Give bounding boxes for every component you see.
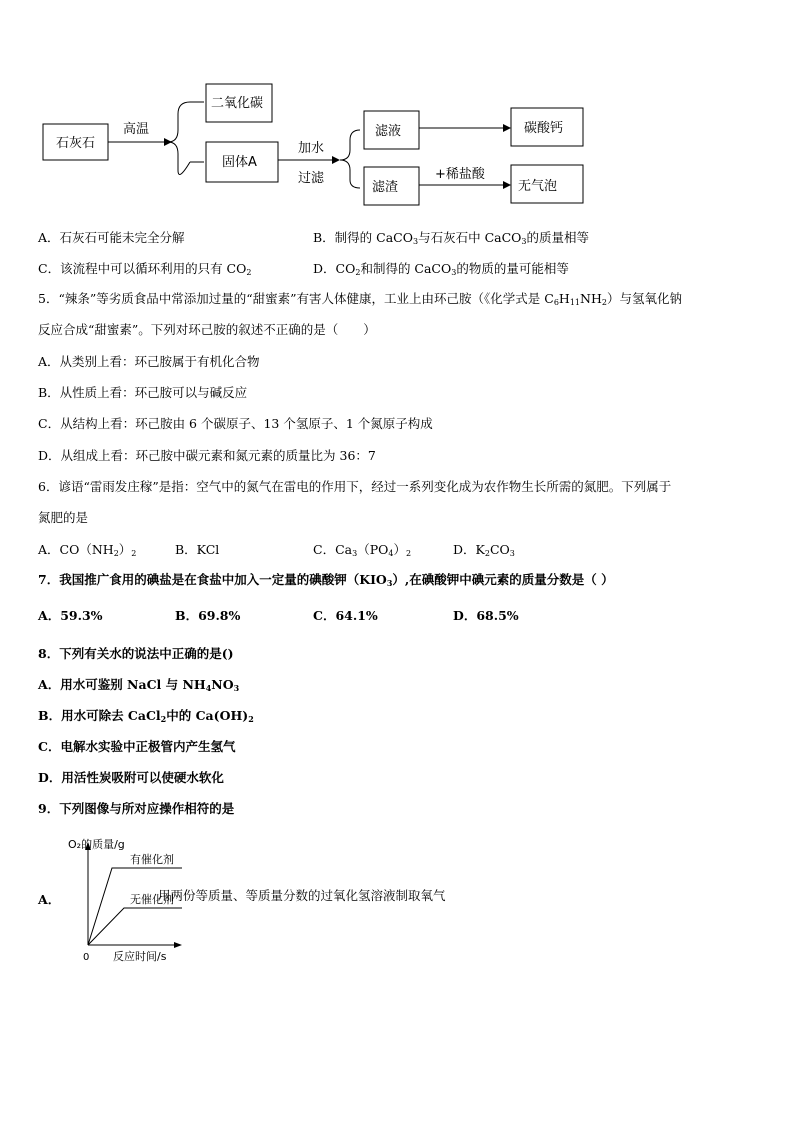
q4-option-c: C．该流程中可以循环利用的只有 $CO_2$ xyxy=(38,261,252,277)
q6-option-c: C．$Ca_3(PO_4)_2$ xyxy=(313,542,412,558)
label-filtrate: 滤液 xyxy=(375,124,402,139)
origin-label: 0 xyxy=(83,952,90,963)
q9-stem: 9．下列图像与所对应操作相符的是 xyxy=(38,801,235,816)
y-axis-label: O₂的质量/g xyxy=(68,838,125,851)
q9-option-a-label: A． xyxy=(38,892,61,907)
q9-option-a-caption: 用两份等质量、等质量分数的过氧化氢溶液制取氧气 xyxy=(158,888,446,903)
curve-with-catalyst xyxy=(88,868,182,945)
q4-option-b: B．制得的 CaCO$_3$与石灰石中 CaCO$_3$的质量相等 xyxy=(313,230,590,246)
q8-option-b: B．用水可除去 CaCl$_2$中的 $Ca(OH)_2$ xyxy=(38,708,254,724)
curve-label-with-catalyst: 有催化剂 xyxy=(130,853,174,866)
label-co2: 二氧化碳 xyxy=(211,96,264,111)
q6-stem-line1: 6．谚语“雷雨发庄稼”是指：空气中的氮气在雷电的作用下，经过一系列变化成为农作物生长所需的氮肥。下列属于 xyxy=(38,479,672,494)
label-dilute-hcl: +稀盐酸 xyxy=(435,167,485,182)
label-solid-a: 固体A xyxy=(222,155,257,170)
label-high-temp: 高温 xyxy=(123,122,150,137)
q7-option-d: D．68.5% xyxy=(453,608,519,623)
q5-option-a: A．从类别上看：环己胺属于有机化合物 xyxy=(38,354,260,369)
label-caco3: 碳酸钙 xyxy=(524,121,564,136)
q6-option-b: B．KCl xyxy=(175,542,220,557)
q5-option-c: C．从结构上看：环己胺由 6 个碳原子、13 个氢原子、1 个氮原子构成 xyxy=(38,416,433,431)
q8-option-a: A．用水可鉴别 NaCl 与 $NH_4NO_3$ xyxy=(38,677,240,693)
label-residue: 滤渣 xyxy=(372,180,399,195)
curve-label-without-catalyst: 无催化剂 xyxy=(130,893,174,906)
label-filter: 过滤 xyxy=(298,171,325,186)
x-axis-label: 反应时间/s xyxy=(113,950,167,963)
q7-option-b: B．69.8% xyxy=(175,608,241,623)
q6-option-d: D．$K_2CO_3$ xyxy=(453,542,515,558)
q5-stem-line1: 5．“辣条”等劣质食品中常添加过量的“甜蜜素”有害人体健康，工业上由环己胺（《化学式是 $C_6H_{11}NH_2$）与氢氧化钠 xyxy=(38,291,682,307)
curve-without-catalyst xyxy=(88,908,182,945)
q8-stem: 8．下列有关水的说法中正确的是() xyxy=(38,646,234,661)
q5-option-d: D．从组成上看：环己胺中碳元素和氮元素的质量比为 36：7 xyxy=(38,448,376,463)
q5-option-b: B．从性质上看：环己胺可以与碱反应 xyxy=(38,385,248,400)
q7-option-a: A．59.3% xyxy=(38,608,103,623)
q7-stem: 7．我国推广食用的碘盐是在食盐中加入一定量的碘酸钾$(KIO_3)$,在碘酸钾中碘元素的质量分数是（ ） xyxy=(38,572,614,588)
q4-option-d: D．$CO_2$和制得的 CaCO$_3$的物质的量可能相等 xyxy=(313,261,569,277)
label-add-water: 加水 xyxy=(298,141,325,156)
q6-stem-line2: 氮肥的是 xyxy=(38,510,89,525)
process-flowchart xyxy=(0,0,794,220)
q8-option-d: D．用活性炭吸附可以使硬水软化 xyxy=(38,770,224,785)
label-no-bubbles: 无气泡 xyxy=(518,179,558,194)
q6-option-a: A．$CO(NH_2)_2$ xyxy=(38,542,137,558)
q5-stem-line2: 反应合成“甜蜜素”。下列对环己胺的叙述不正确的是（ ） xyxy=(38,322,376,337)
label-limestone: 石灰石 xyxy=(56,136,96,151)
q8-option-c: C．电解水实验中正极管内产生氢气 xyxy=(38,739,236,754)
q4-option-a: A．石灰石可能未完全分解 xyxy=(38,230,185,245)
q7-option-c: C．64.1% xyxy=(313,608,378,623)
